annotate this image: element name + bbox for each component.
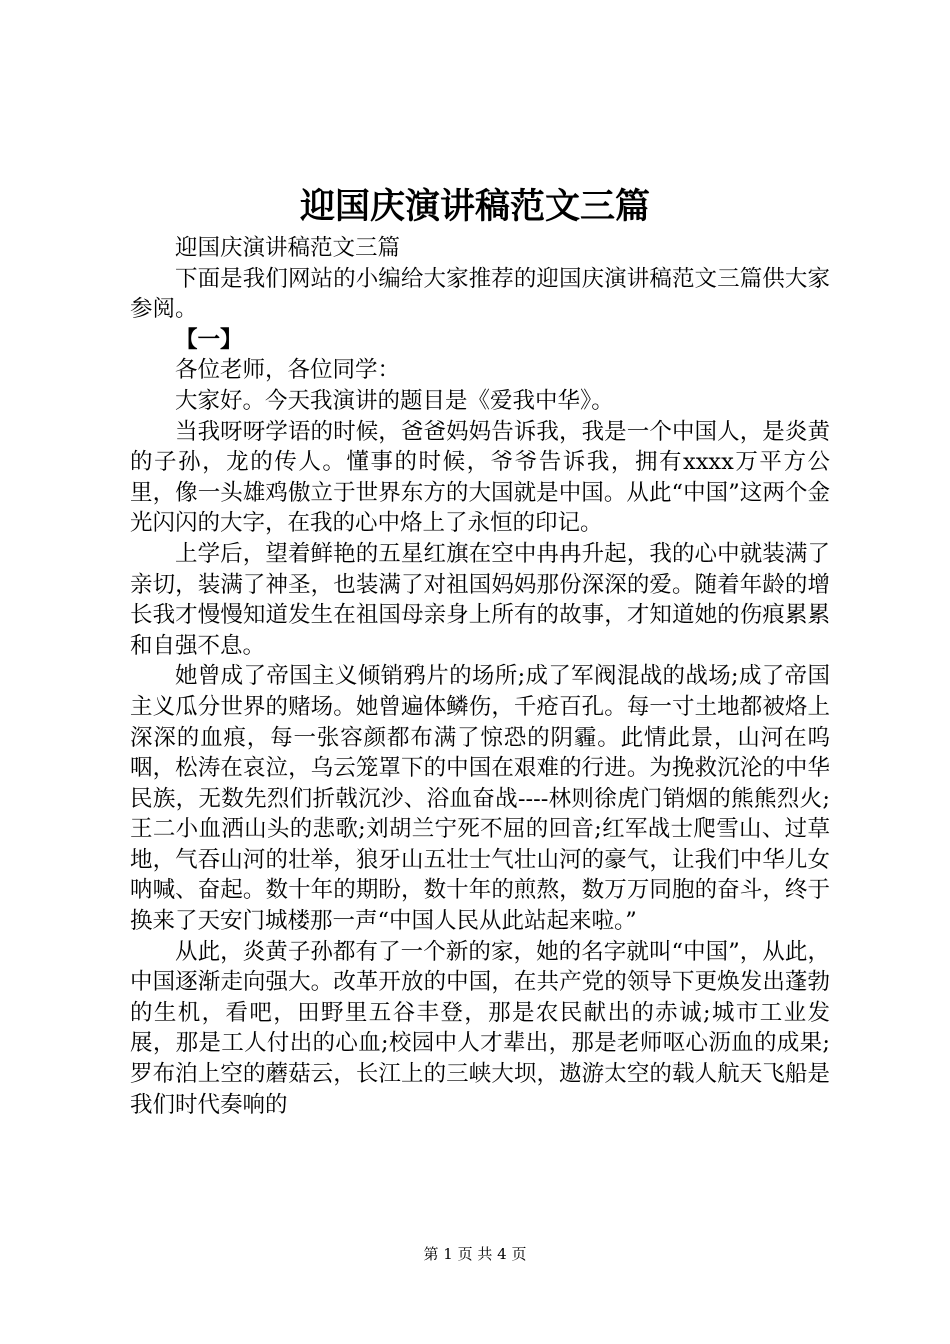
paragraph-subtitle: 迎国庆演讲稿范文三篇 bbox=[175, 235, 401, 261]
paragraph-history: 她曾成了帝国主义倾销鸦片的场所;成了军阀混战的战场;成了帝国主义瓜分世界的赌场。她曾遍体鳞伤，千疮百孔。每一寸土地都被烙上深深的血痕，每一张容颜都布满了惊恐的阴霾。此情此景，山河在呜咽，松涛在哀泣，乌云笼罩下的中国在艰难的行进。为挽救沉沦的中华民族，无数先烈们折戟沉沙、浴血奋战----林则徐虎门销烟的熊熊烈火;王二小血洒山头的悲歌;刘胡兰宁死不屈的回音;红军战士爬雪山、过草地，气吞山河的壮举，狼牙山五壮士气壮山河的豪气，让我们中华儿女呐喊、奋起。数十年的期盼，数十年的煎熬，数万万同胞的奋斗，终于换来了天安门城楼那一声“中国人民从此站起来啦。” bbox=[130, 663, 830, 935]
section-heading-one: 【一】 bbox=[175, 326, 243, 353]
paragraph-intro: 下面是我们网站的小编给大家推荐的迎国庆演讲稿范文三篇供大家参阅。 bbox=[130, 265, 830, 323]
paragraph-new-china: 从此，炎黄子孙都有了一个新的家，她的名字就叫“中国”，从此，中国逐渐走向强大。改革开放的中国，在共产党的领导下更焕发出蓬勃的生机，看吧，田野里五谷丰登，那是农民献出的赤诚;城市工业发展，那是工人付出的心血;校园中人才辈出，那是老师呕心沥血的成果;罗布泊上空的蘑菇云，长江上的三峡大坝，遨游太空的载人航天飞船是我们时代奏响的 bbox=[130, 938, 830, 1118]
paragraph-salutation: 各位老师，各位同学： bbox=[175, 357, 401, 384]
page-footer: 第 1 页 共 4 页 bbox=[423, 1245, 527, 1263]
document-body bbox=[130, 233, 830, 1120]
document-title: 迎国庆演讲稿范文三篇 bbox=[299, 186, 650, 227]
paragraph-greeting: 大家好。今天我演讲的题目是《爱我中华》。 bbox=[175, 387, 614, 414]
paragraph-childhood: 当我呀呀学语的时候，爸爸妈妈告诉我，我是一个中国人，是炎黄的子孙，龙的传人。懂事的时候，爷爷告诉我，拥有xxxx万平方公里，像一头雄鸡傲立于世界东方的大国就是中国。从此“中国”这两个金光闪闪的大字，在我的心中烙上了永恒的印记。 bbox=[130, 418, 830, 537]
paragraph-school: 上学后，望着鲜艳的五星红旗在空中冉冉升起，我的心中就装满了亲切，装满了神圣，也装满了对祖国妈妈那份深深的爱。随着年龄的增长我才慢慢知道发生在祖国母亲身上所有的故事，才知道她的伤痕累累和自强不息。 bbox=[130, 540, 830, 659]
